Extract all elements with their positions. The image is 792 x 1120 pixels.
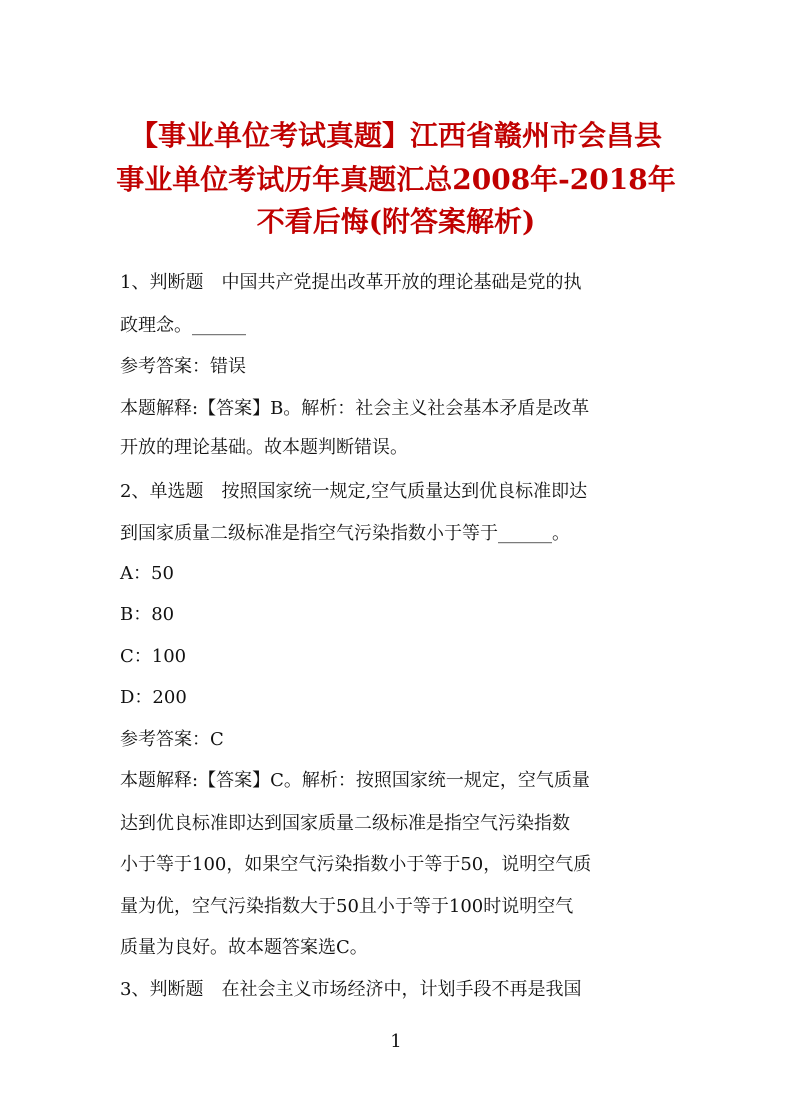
q3-stem-line-1: 3、判断题 在社会主义市场经济中，计划手段不再是我国 [120,979,582,1000]
q2-option-b: B：80 [120,604,175,625]
q2-option-a: A：50 [120,563,174,584]
page-number: 1 [390,1031,402,1052]
q1-stem-line-1: 1、判断题 中国共产党提出改革开放的理论基础是党的执 [120,272,582,293]
q2-stem-line-1: 2、单选题 按照国家统一规定,空气质量达到优良标准即达 [120,481,588,502]
q2-explain-line-5: 质量为良好。故本题答案选C。 [120,937,368,958]
q2-explain-line-2: 达到优良标准即达到国家质量二级标准是指空气污染指数 [120,813,570,834]
q1-stem-line-2: 政理念。______ [120,315,246,336]
title-line-3: 不看后悔(附答案解析) [256,205,536,238]
q2-explain-line-1: 本题解释:【答案】C。解析：按照国家统一规定，空气质量 [120,770,590,791]
q2-answer: 参考答案：C [120,729,224,750]
q1-explain-line-2: 开放的理论基础。故本题判断错误。 [120,437,408,458]
title-line-1: 【事业单位考试真题】江西省赣州市会昌县 [129,119,662,152]
q2-explain-line-4: 量为优，空气污染指数大于50且小于等于100时说明空气 [120,896,574,917]
q2-explain-line-3: 小于等于100，如果空气污染指数小于等于50，说明空气质 [120,854,592,875]
q2-option-c: C：100 [120,646,187,667]
q1-answer: 参考答案：错误 [120,356,246,377]
q2-stem-line-2: 到国家质量二级标准是指空气污染指数小于等于______。 [120,523,570,544]
q2-option-d: D：200 [120,687,187,708]
q1-explain-line-1: 本题解释:【答案】B。解析：社会主义社会基本矛盾是改革 [120,398,590,419]
title-line-2: 事业单位考试历年真题汇总2008年-2018年 [116,163,676,196]
